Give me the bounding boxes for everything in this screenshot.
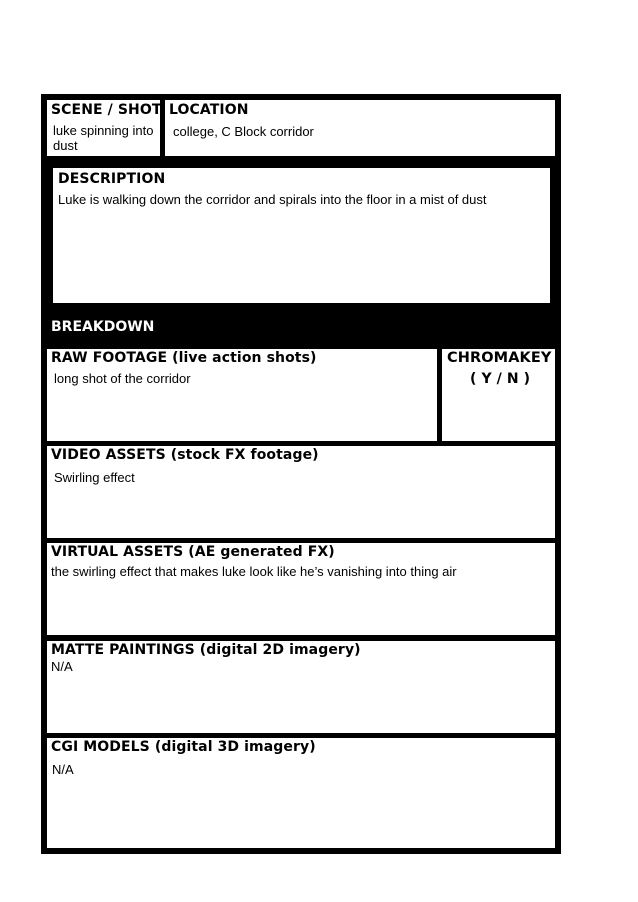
chromakey-cell <box>442 349 555 441</box>
matte-paintings-heading: MATTE PAINTINGS (digital 2D imagery) <box>51 642 361 658</box>
location-value: college, C Block corridor <box>173 124 314 139</box>
cgi-models-cell <box>47 738 555 848</box>
video-assets-heading: VIDEO ASSETS (stock FX footage) <box>51 447 319 463</box>
virtual-assets-heading: VIRTUAL ASSETS (AE generated FX) <box>51 544 335 560</box>
cgi-models-value: N/A <box>52 762 74 777</box>
virtual-assets-value: the swirling effect that makes luke look like he’s vanishing into thing air <box>51 564 457 579</box>
raw-footage-value: long shot of the corridor <box>54 371 191 386</box>
chromakey-options: ( Y / N ) <box>470 371 531 387</box>
description-cell <box>53 168 550 303</box>
scene-shot-cell <box>47 100 160 156</box>
video-assets-value: Swirling effect <box>54 470 135 485</box>
chromakey-heading: CHROMAKEY <box>447 350 552 366</box>
description-value: Luke is walking down the corridor and spirals into the floor in a mist of dust <box>58 192 487 207</box>
location-heading: LOCATION <box>169 102 249 118</box>
location-cell <box>165 100 555 156</box>
scene-shot-value-line1: luke spinning into <box>53 123 154 138</box>
scene-shot-value-line2: dust <box>53 138 78 153</box>
shot-breakdown-sheet <box>41 94 561 854</box>
breakdown-heading: BREAKDOWN <box>51 319 155 335</box>
scene-shot-heading: SCENE / SHOT <box>51 102 162 118</box>
description-heading: DESCRIPTION <box>58 171 166 187</box>
matte-paintings-value: N/A <box>51 659 73 674</box>
raw-footage-heading: RAW FOOTAGE (live action shots) <box>51 350 317 366</box>
cgi-models-heading: CGI MODELS (digital 3D imagery) <box>51 739 316 755</box>
video-assets-cell <box>47 446 555 538</box>
raw-footage-cell <box>47 349 437 441</box>
virtual-assets-cell <box>47 543 555 635</box>
matte-paintings-cell <box>47 641 555 733</box>
